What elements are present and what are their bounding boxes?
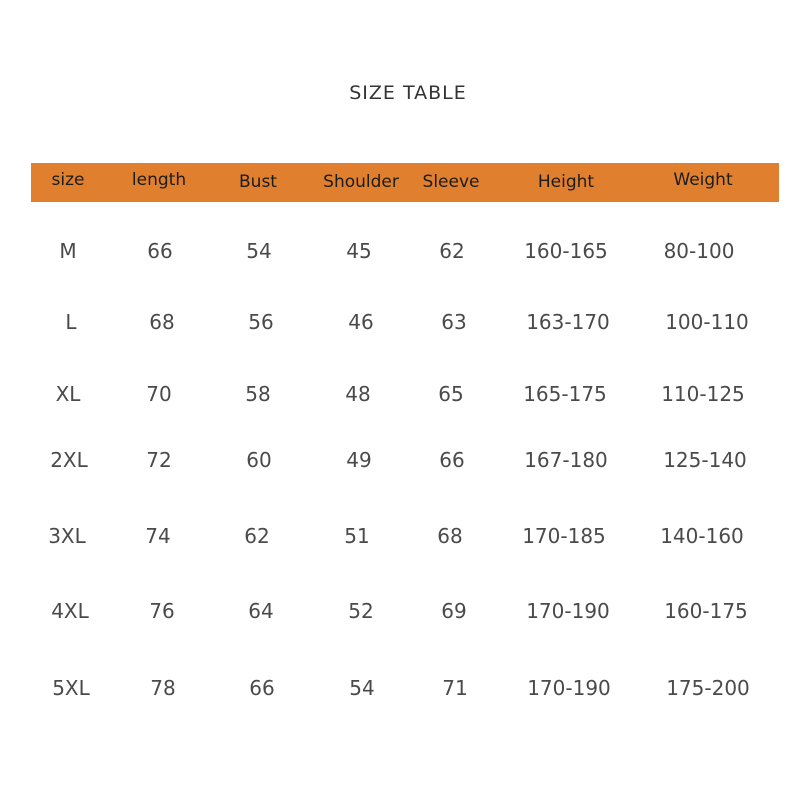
table-cell: 62 [439, 239, 465, 263]
table-cell: 72 [146, 448, 172, 472]
size-label-cell: M [59, 239, 77, 263]
size-label-cell: L [65, 310, 77, 334]
table-cell: 175-200 [666, 676, 750, 700]
size-label-cell: 4XL [51, 599, 89, 623]
column-header: size [51, 170, 85, 190]
table-cell: 45 [346, 239, 372, 263]
table-cell: 170-185 [522, 524, 606, 548]
size-label-cell: 3XL [48, 524, 86, 548]
table-cell: 62 [244, 524, 270, 548]
table-cell: 65 [438, 382, 464, 406]
column-header: length [131, 170, 187, 190]
table-cell: 54 [349, 676, 375, 700]
table-cell: 78 [150, 676, 176, 700]
table-cell: 46 [348, 310, 374, 334]
table-cell: 63 [441, 310, 467, 334]
table-cell: 165-175 [523, 382, 607, 406]
table-cell: 76 [149, 599, 175, 623]
table-cell: 160-175 [664, 599, 748, 623]
table-cell: 80-100 [663, 239, 735, 263]
column-header: Bust [239, 172, 277, 192]
size-label-cell: 5XL [52, 676, 90, 700]
table-cell: 110-125 [661, 382, 745, 406]
table-cell: 64 [248, 599, 274, 623]
table-cell: 52 [348, 599, 374, 623]
column-header: Shoulder [323, 172, 399, 192]
table-cell: 49 [346, 448, 372, 472]
table-cell: 66 [147, 239, 173, 263]
table-cell: 140-160 [660, 524, 744, 548]
table-cell: 56 [248, 310, 274, 334]
table-cell: 68 [149, 310, 175, 334]
table-cell: 163-170 [526, 310, 610, 334]
table-cell: 167-180 [524, 448, 608, 472]
table-cell: 58 [245, 382, 271, 406]
page-title: SIZE TABLE [349, 82, 467, 104]
column-header: Height [537, 172, 595, 192]
size-label-cell: XL [55, 382, 81, 406]
table-cell: 69 [441, 599, 467, 623]
size-label-cell: 2XL [50, 448, 88, 472]
table-cell: 66 [249, 676, 275, 700]
table-cell: 160-165 [524, 239, 608, 263]
table-cell: 66 [439, 448, 465, 472]
table-cell: 71 [442, 676, 468, 700]
column-header: Weight [673, 170, 733, 190]
column-header: Sleeve [422, 172, 480, 192]
table-cell: 51 [344, 524, 370, 548]
table-cell: 48 [345, 382, 371, 406]
table-cell: 68 [437, 524, 463, 548]
table-cell: 170-190 [526, 599, 610, 623]
table-cell: 100-110 [665, 310, 749, 334]
table-cell: 70 [146, 382, 172, 406]
table-cell: 74 [145, 524, 171, 548]
table-cell: 54 [246, 239, 272, 263]
table-cell: 60 [246, 448, 272, 472]
table-cell: 125-140 [663, 448, 747, 472]
table-cell: 170-190 [527, 676, 611, 700]
